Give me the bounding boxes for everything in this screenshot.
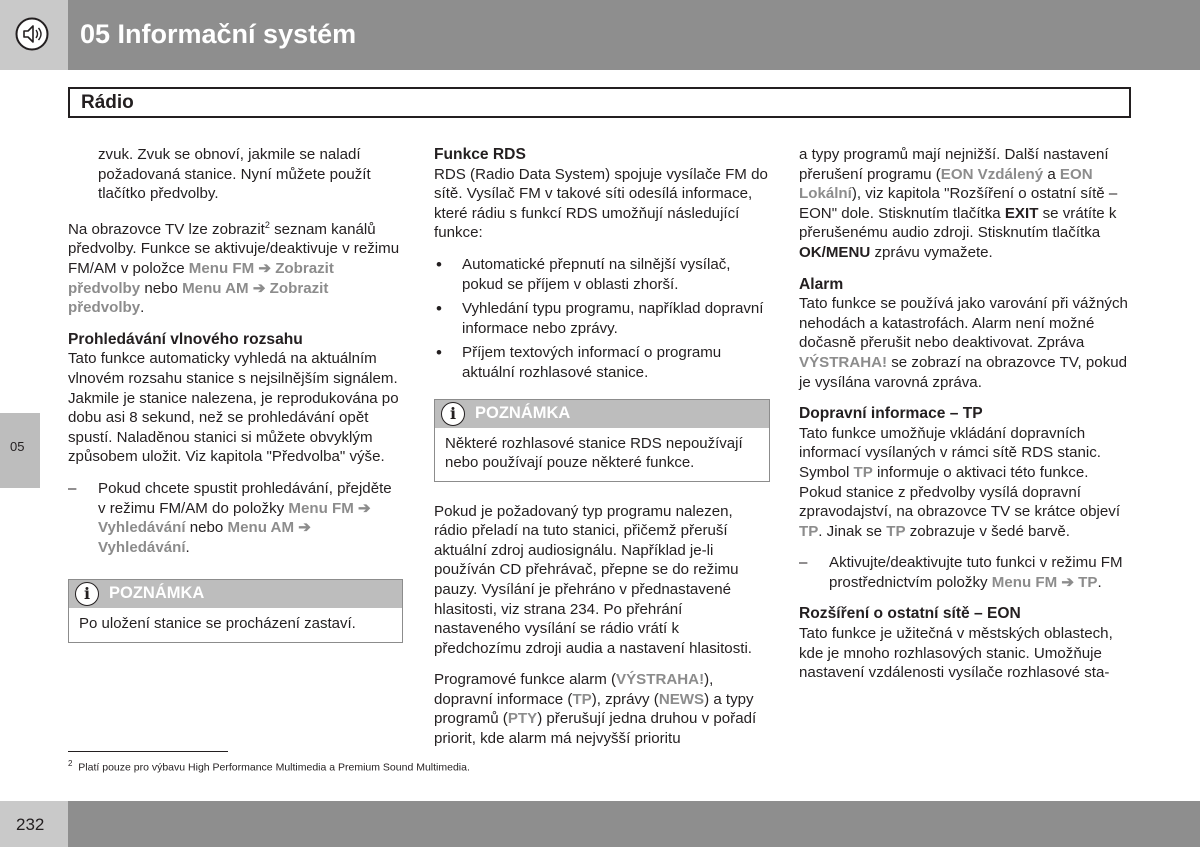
heading-alarm: Alarm (799, 275, 844, 293)
symbol-text: NEWS (658, 690, 705, 708)
note-title: POZNÁMKA (475, 403, 571, 422)
text: zobrazuje v šedé barvě. (905, 522, 1070, 540)
side-tab-label: 05 (10, 439, 25, 454)
header-icon-box (0, 0, 68, 70)
note-header (435, 400, 769, 428)
section-title: Rádio (81, 92, 134, 113)
paragraph-priorities (434, 670, 770, 748)
text: . (185, 538, 190, 556)
dash-item (799, 553, 1134, 592)
text: Pokud chcete spustit prohledávání, přejděte v režimu FM/AM do položky (98, 479, 392, 517)
text: Na obrazovce TV lze zobrazit (68, 220, 265, 238)
footer-bar (68, 801, 1200, 847)
text: . (1097, 573, 1102, 591)
text: Tato funkce se používá jako varování při vážných nehodách a katastrofách. Alarm není možné dočasně přerušit nebo deaktivovat. Zpráva (799, 295, 1128, 352)
text: Tato funkce umožňuje vkládání dopravních informací vysílaných v rámci sítě RDS stanic. Symbol (799, 424, 1101, 481)
list-item: • Automatické přepnutí na silnější vysílač, pokud se příjem v oblasti zhorší. (434, 255, 770, 294)
paragraph: zvuk. Zvuk se obnoví, jakmile se naladí požadovaná stanice. Nyní můžete použít tlačítko předvolby. (98, 146, 371, 203)
text: a (1043, 165, 1060, 183)
paragraph-eon: Tato funkce je užitečná v městských oblastech, kde je mnoho rozhlasových stanic. Umožňuje nastavení vzdálenosti vysílače rozhlasové sta- (799, 625, 1113, 682)
button-name: OK/MENU (799, 243, 871, 261)
text: a typy programů mají nejnižší. Další nastavení přerušení programu ( (799, 146, 1109, 183)
symbol-text: EON Lokální (799, 165, 1093, 203)
chapter-side-tab (0, 413, 40, 488)
info-icon: i (75, 582, 99, 606)
text: ), dopravní informace ( (434, 671, 714, 708)
symbol-text: TP (853, 463, 873, 481)
text: ) přerušují jedna druhou v pořadí priorit, kde alarm má nejvyšší prioritu (434, 710, 757, 748)
speaker-icon (15, 17, 49, 51)
footnote-divider (68, 751, 228, 752)
text: informuje o aktivaci této funkce. Pokud stanice z předvolby vysílá dopravní zpravodajství, na obrazovce TV se krátce objeví (799, 463, 1121, 521)
text: Programové funkce alarm ( (434, 671, 617, 689)
text: nebo (140, 279, 183, 297)
text: nebo (185, 519, 228, 537)
footnote-ref: 2 (264, 219, 270, 230)
page-number-box (0, 801, 68, 847)
heading-eon: Rozšíření o ostatní sítě – EON (799, 605, 1021, 623)
text: ), zprávy ( (591, 690, 659, 708)
dash-item (68, 479, 403, 557)
text: ) a typy programů ( (434, 690, 754, 728)
note-header (69, 580, 402, 608)
paragraph-eon-settings (799, 145, 1134, 263)
symbol-text: TP (886, 522, 906, 540)
paragraph-rds: RDS (Radio Data System) spojuje vysílače FM do sítě. Vysílač FM v takové síti odesílá informace, které rádiu s funkcí RDS umožňují následující funkce: (434, 165, 768, 242)
page-number: 232 (16, 815, 45, 834)
symbol-text: TP (572, 690, 592, 708)
menu-path: Menu FM ➔ Zobrazit předvolby (68, 260, 334, 297)
column-2 (434, 145, 770, 761)
footnote-number: 2 (68, 759, 73, 768)
text: . Jinak se (818, 522, 887, 540)
text: se zobrazí na obrazovce TV, pokud je vysílána varovná zpráva. (799, 353, 1128, 391)
paragraph-alarm (799, 294, 1134, 392)
bullet-list (434, 255, 770, 383)
footnote (68, 759, 470, 774)
text: se vrátíte k přerušenému audio zdroji. Stisknutím tlačítka (799, 204, 1117, 242)
button-name: EXIT (1004, 204, 1039, 222)
heading-tp: Dopravní informace – TP (799, 405, 983, 423)
menu-path: Menu FM ➔ TP (991, 573, 1098, 591)
symbol-text: EON Vzdálený (940, 165, 1044, 183)
text: . (140, 299, 145, 317)
paragraph-scan: Tato funkce automaticky vyhledá na aktuálním vlnovém rozsahu stanice s nejsilnějším signálem. Jakmile je stanice nalezena, je reprodukována po dobu asi 8 sekund, než se prohledávání opět spustí. Naladěnou stanici si můžete obvyklým způsobem uložit. Viz kapitola "Předvolba" výše. (68, 350, 399, 466)
heading-rds: Funkce RDS (434, 146, 526, 163)
menu-path: Menu FM ➔ Vyhledávání (98, 499, 371, 537)
text: zprávu vymažete. (870, 243, 993, 261)
text: seznam kanálů předvolby. Funkce se aktivuje/deaktivuje v režimu FM/AM v položce (68, 220, 400, 277)
column-1 (68, 145, 403, 663)
symbol-text: VÝSTRAHA! (799, 353, 888, 371)
note-title: POZNÁMKA (109, 584, 205, 603)
symbol-text: TP (799, 522, 819, 540)
heading-scan: Prohledávání vlnového rozsahu (68, 330, 303, 348)
chapter-title: 05 Informační systém (80, 19, 357, 49)
paragraph-program-found: Pokud je požadovaný typ programu nalezen, rádio přeladí na tuto stanici, přičemž přeruší aktuální zdroj audiosignálu. Například je-li používán CD přehrávač, přepne se do režimu pauzy. Vysílání je přehráno v přednastavené hlasitosti, viz strana 234. Po přehrání nastaveného vysílání se rádio vrátí k předchozímu zdroji audia a nastavení hlasitosti. (434, 502, 752, 657)
info-icon: i (441, 402, 465, 426)
note-body: Některé rozhlasové stanice RDS nepoužívají nebo používají pouze některé funkce. (445, 434, 743, 472)
list-item: • Vyhledání typu programu, například dopravní informace nebo zprávy. (434, 299, 770, 338)
text: ), viz kapitola "Rozšíření o ostatní sítě – EON" dole. Stisknutím tlačítka (799, 185, 1118, 222)
paragraph-tp (799, 424, 1134, 542)
note-body: Po uložení stanice se procházení zastaví. (79, 615, 356, 633)
section-title-box (68, 87, 1131, 118)
paragraph-tv-list (68, 216, 403, 318)
column-3 (799, 145, 1134, 695)
symbol-text: VÝSTRAHA! (616, 671, 705, 689)
footnote-text: Platí pouze pro výbavu High Performance Multimedia a Premium Sound Multimedia. (78, 761, 470, 774)
menu-path: Menu AM ➔ Zobrazit předvolby (68, 279, 329, 317)
note-box (434, 399, 770, 482)
note-box (68, 579, 403, 643)
menu-path: Menu AM ➔ Vyhledávání (98, 519, 311, 556)
symbol-text: PTY (507, 710, 538, 728)
text: Aktivujte/deaktivujte tuto funkci v režimu FM prostřednictvím položky (829, 554, 1123, 591)
list-item: • Příjem textových informací o programu aktuální rozhlasové stanice. (434, 343, 770, 382)
